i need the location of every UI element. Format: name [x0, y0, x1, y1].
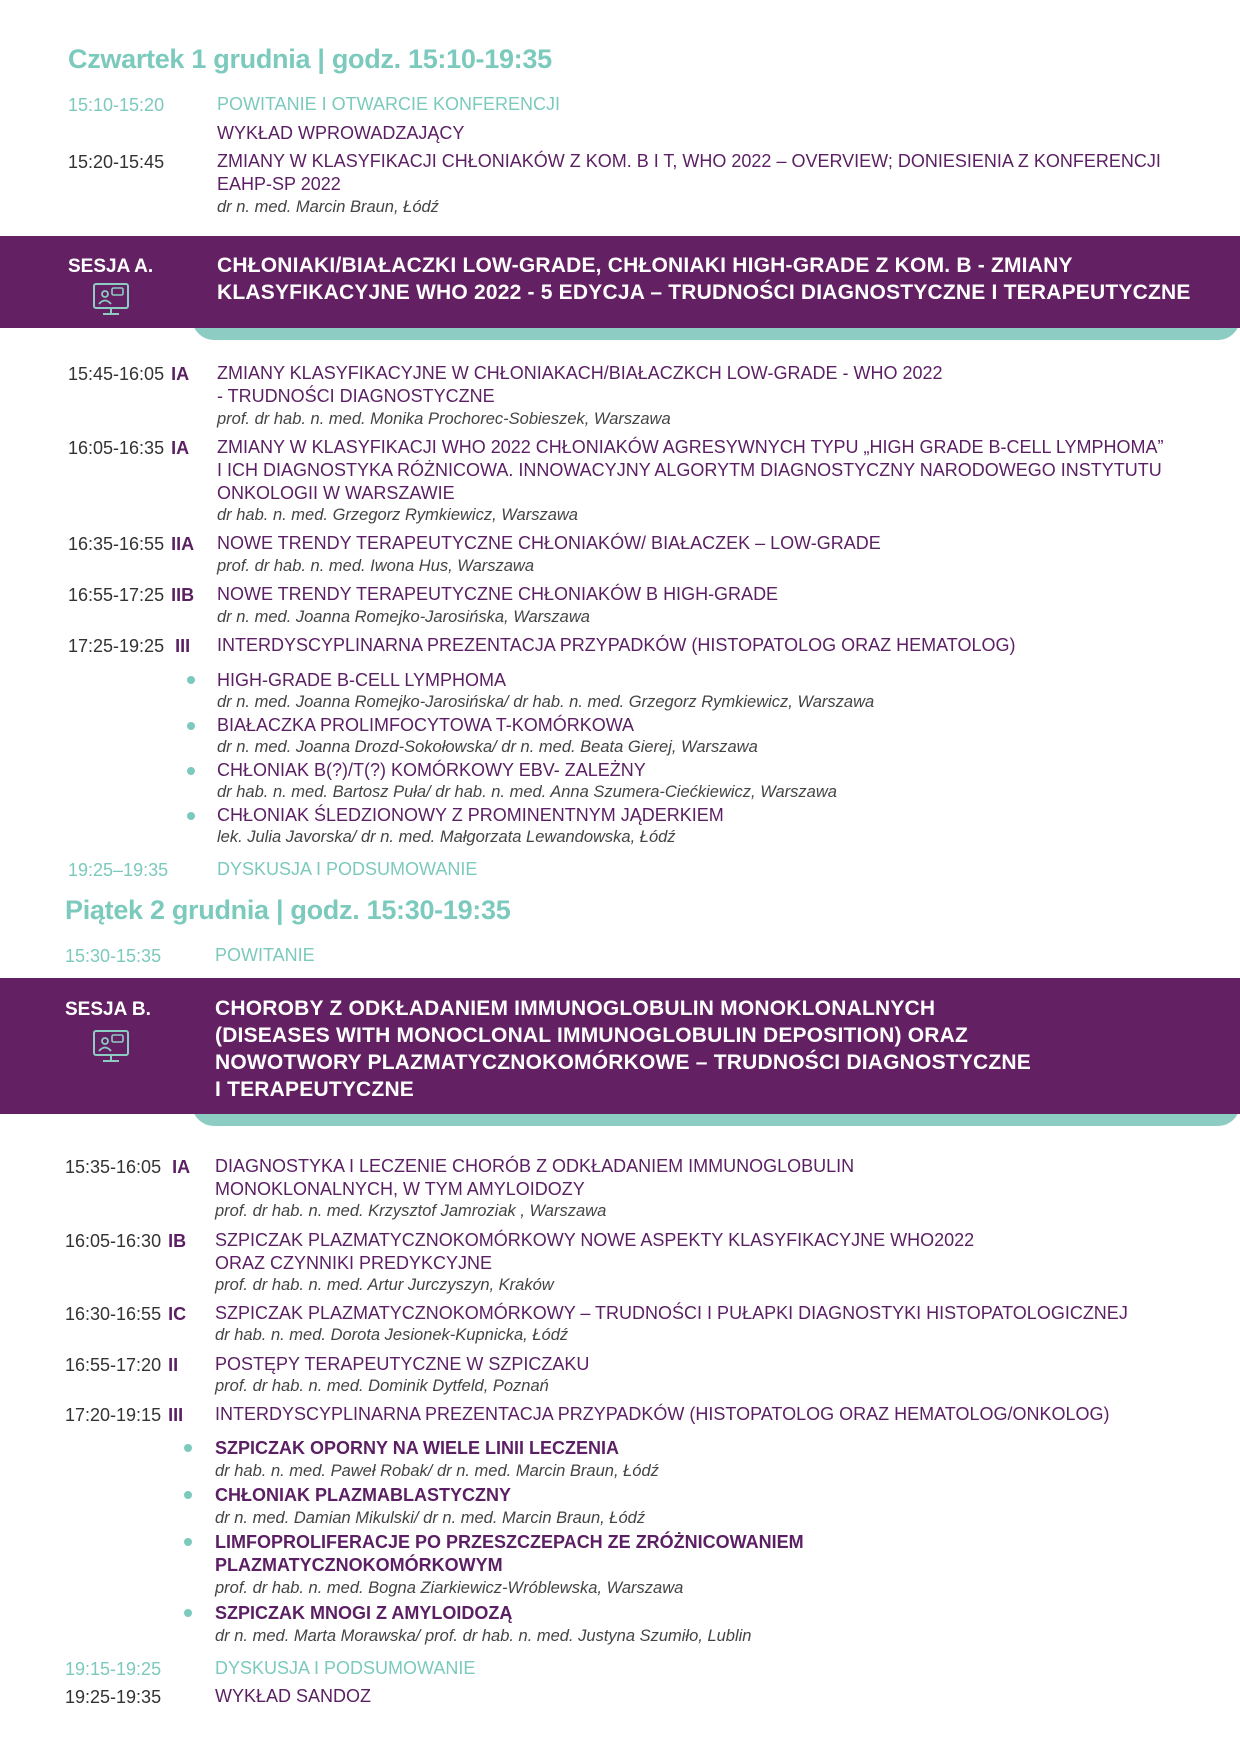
sandoz-title: WYKŁAD SANDOZ: [215, 1686, 372, 1706]
day1-title: Czwartek 1 grudnia | godz. 15:10-19:35: [68, 44, 552, 74]
item-title-l1: NOWE TRENDY TERAPEUTYCZNE CHŁONIAKÓW/ BIAŁACZEK – LOW-GRADE: [217, 533, 881, 553]
case-speaker: prof. dr hab. n. med. Bogna Ziarkiewicz-Wróblewska, Warszawa: [215, 1579, 684, 1597]
online-presentation-icon: [91, 1028, 131, 1064]
bullet-icon: [184, 1538, 192, 1546]
bullet-icon: [184, 1444, 192, 1452]
online-presentation-icon: [91, 281, 131, 317]
item-speaker: dr n. med. Joanna Romejko-Jarosińska, Warszawa: [217, 608, 590, 626]
closing-time: 19:25–19:35: [68, 860, 169, 880]
intro-label: WYKŁAD WPROWADZAJĄCY: [217, 123, 465, 143]
item-time: 16:05-16:30 IB: [65, 1231, 187, 1251]
bullet-icon: [187, 676, 195, 684]
item-speaker: prof. dr hab. n. med. Monika Prochorec-Sobieszek, Warszawa: [217, 410, 671, 428]
item-time: 17:25-19:25 III: [68, 636, 191, 656]
intro-title-l2: EAHP-SP 2022: [217, 174, 341, 194]
session-b-title-l1: CHOROBY Z ODKŁADANIEM IMMUNOGLOBULIN MONOKLONALNYCH: [215, 997, 936, 1020]
item-speaker: dr hab. n. med. Dorota Jesionek-Kupnicka, Łódź: [215, 1326, 569, 1344]
case-title: CHŁONIAK B(?)/T(?) KOMÓRKOWY EBV- ZALEŻNY: [217, 760, 646, 780]
item-speaker: prof. dr hab. n. med. Iwona Hus, Warszawa: [217, 557, 535, 575]
item-title-l1: NOWE TRENDY TERAPEUTYCZNE CHŁONIAKÓW B HIGH-GRADE: [217, 584, 779, 604]
item-title-l1: INTERDYSCYPLINARNA PREZENTACJA PRZYPADKÓW (HISTOPATOLOG ORAZ HEMATOLOG/ONKOLOG): [215, 1404, 1110, 1424]
opening-time: 15:10-15:20: [68, 95, 165, 115]
item-speaker: dr hab. n. med. Grzegorz Rymkiewicz, Warszawa: [217, 506, 578, 524]
session-b-label: SESJA B.: [65, 999, 151, 1020]
item-title-l3: ONKOLOGII W WARSZAWIE: [217, 483, 455, 503]
case-title: CHŁONIAK ŚLEDZIONOWY Z PROMINENTNYM JĄDERKIEM: [217, 805, 724, 825]
opening-title: POWITANIE: [215, 945, 315, 965]
session-a-title-l2: KLASYFIKACYJNE WHO 2022 - 5 EDYCJA – TRUDNOŚCI DIAGNOSTYCZNE I TERAPEUTYCZNE: [217, 281, 1191, 304]
item-time: 16:55-17:25 IIB: [68, 585, 195, 605]
case-title: BIAŁACZKA PROLIMFOCYTOWA T-KOMÓRKOWA: [217, 715, 635, 735]
bullet-icon: [187, 722, 195, 730]
closing-title: DYSKUSJA I PODSUMOWANIE: [215, 1658, 476, 1678]
intro-speaker: dr n. med. Marcin Braun, Łódź: [217, 198, 439, 216]
item-speaker: prof. dr hab. n. med. Krzysztof Jamroziak , Warszawa: [215, 1202, 607, 1220]
bullet-icon: [184, 1491, 192, 1499]
item-title-l1: INTERDYSCYPLINARNA PREZENTACJA PRZYPADKÓW (HISTOPATOLOG ORAZ HEMATOLOG): [217, 635, 1016, 655]
item-title-l1: SZPICZAK PLAZMATYCZNOKOMÓRKOWY – TRUDNOŚCI I PUŁAPKI DIAGNOSTYKI HISTOPATOLOGICZNEJ: [215, 1303, 1128, 1323]
item-speaker: prof. dr hab. n. med. Artur Jurczyszyn, Kraków: [215, 1276, 554, 1294]
item-title-l2: I ICH DIAGNOSTYKA RÓŻNICOWA. INNOWACYJNY ALGORYTM DIAGNOSTYCZNY NARODOWEGO INSTYTUTU: [217, 460, 1162, 480]
item-title-l1: ZMIANY W KLASYFIKACJI WHO 2022 CHŁONIAKÓW AGRESYWNYCH TYPU „HIGH GRADE B-CELL LYMPHOMA”: [217, 437, 1164, 457]
item-title-l1: DIAGNOSTYKA I LECZENIE CHORÓB Z ODKŁADANIEM IMMUNOGLOBULIN: [215, 1156, 855, 1176]
item-speaker: prof. dr hab. n. med. Dominik Dytfeld, Poznań: [215, 1377, 549, 1395]
item-title-l1: POSTĘPY TERAPEUTYCZNE W SZPICZAKU: [215, 1354, 590, 1374]
session-b-title-l3: NOWOTWORY PLAZMATYCZNOKOMÓRKOWE – TRUDNOŚCI DIAGNOSTYCZNE: [215, 1051, 1031, 1074]
item-title-l1: SZPICZAK PLAZMATYCZNOKOMÓRKOWY NOWE ASPEKTY KLASYFIKACYJNE WHO2022: [215, 1230, 975, 1250]
session-b-title-l2: (DISEASES WITH MONOCLONAL IMMUNOGLOBULIN DEPOSITION) ORAZ: [215, 1024, 968, 1047]
item-time: 15:35-16:05 IA: [65, 1157, 191, 1177]
bullet-icon: [187, 812, 195, 820]
item-time: 16:35-16:55 IIA: [68, 534, 195, 554]
opening-time: 15:30-15:35: [65, 946, 162, 966]
case-speaker: dr n. med. Joanna Romejko-Jarosińska/ dr hab. n. med. Grzegorz Rymkiewicz, Warszawa: [217, 693, 875, 711]
intro-time: 15:20-15:45: [68, 152, 165, 172]
case-title: LIMFOPROLIFERACJE PO PRZESZCZEPACH ZE ZRÓŻNICOWANIEM: [215, 1532, 804, 1552]
item-time: 17:20-19:15 III: [65, 1405, 184, 1425]
intro-title-l1: ZMIANY W KLASYFIKACJI CHŁONIAKÓW Z KOM. B I T, WHO 2022 – OVERVIEW; DONIESIENIA Z KONFERENCJI: [217, 151, 1161, 171]
day2-title: Piątek 2 grudnia | godz. 15:30-19:35: [65, 895, 511, 925]
case-title: HIGH-GRADE B-CELL LYMPHOMA: [217, 670, 507, 690]
case-speaker: dr hab. n. med. Paweł Robak/ dr n. med. Marcin Braun, Łódź: [215, 1462, 659, 1480]
closing-title: DYSKUSJA I PODSUMOWANIE: [217, 859, 478, 879]
item-title-l2: ORAZ CZYNNIKI PREDYKCYJNE: [215, 1253, 493, 1273]
opening-title: POWITANIE I OTWARCIE KONFERENCJI: [217, 94, 561, 114]
case-speaker: dr n. med. Damian Mikulski/ dr n. med. Marcin Braun, Łódź: [215, 1509, 646, 1527]
session-b-title-l4: I TERAPEUTYCZNE: [215, 1078, 415, 1101]
bullet-icon: [184, 1609, 192, 1617]
item-title-l1: ZMIANY KLASYFIKACYJNE W CHŁONIAKACH/BIAŁACZKCH LOW-GRADE - WHO 2022: [217, 363, 943, 383]
case-speaker: lek. Julia Javorska/ dr n. med. Małgorzata Lewandowska, Łódź: [217, 828, 676, 846]
item-time: 16:55-17:20 II: [65, 1355, 179, 1375]
item-time: 16:30-16:55 IC: [65, 1304, 187, 1324]
item-time: 15:45-16:05 IA: [68, 364, 190, 384]
case-title: SZPICZAK OPORNY NA WIELE LINII LECZENIA: [215, 1438, 620, 1458]
bullet-icon: [187, 767, 195, 775]
item-title-l2: - TRUDNOŚCI DIAGNOSTYCZNE: [217, 386, 495, 406]
sandoz-time: 19:25-19:35: [65, 1687, 162, 1707]
case-title: SZPICZAK MNOGI Z AMYLOIDOZĄ: [215, 1603, 513, 1623]
case-title: CHŁONIAK PLAZMABLASTYCZNY: [215, 1485, 511, 1505]
session-a-title-l1: CHŁONIAKI/BIAŁACZKI LOW-GRADE, CHŁONIAKI HIGH-GRADE Z KOM. B - ZMIANY: [217, 254, 1073, 277]
item-title-l2: MONOKLONALNYCH, W TYM AMYLOIDOZY: [215, 1179, 585, 1199]
session-a-label: SESJA A.: [68, 256, 154, 277]
case-title-l2: PLAZMATYCZNOKOMÓRKOWYM: [215, 1555, 503, 1575]
case-speaker: dr hab. n. med. Bartosz Puła/ dr hab. n. med. Anna Szumera-Ciećkiewicz, Warszawa: [217, 783, 837, 801]
case-speaker: dr n. med. Joanna Drozd-Sokołowska/ dr n. med. Beata Gierej, Warszawa: [217, 738, 758, 756]
item-time: 16:05-16:35 IA: [68, 438, 190, 458]
case-speaker: dr n. med. Marta Morawska/ prof. dr hab. n. med. Justyna Szumiło, Lublin: [215, 1627, 752, 1645]
closing-time: 19:15-19:25: [65, 1659, 162, 1679]
